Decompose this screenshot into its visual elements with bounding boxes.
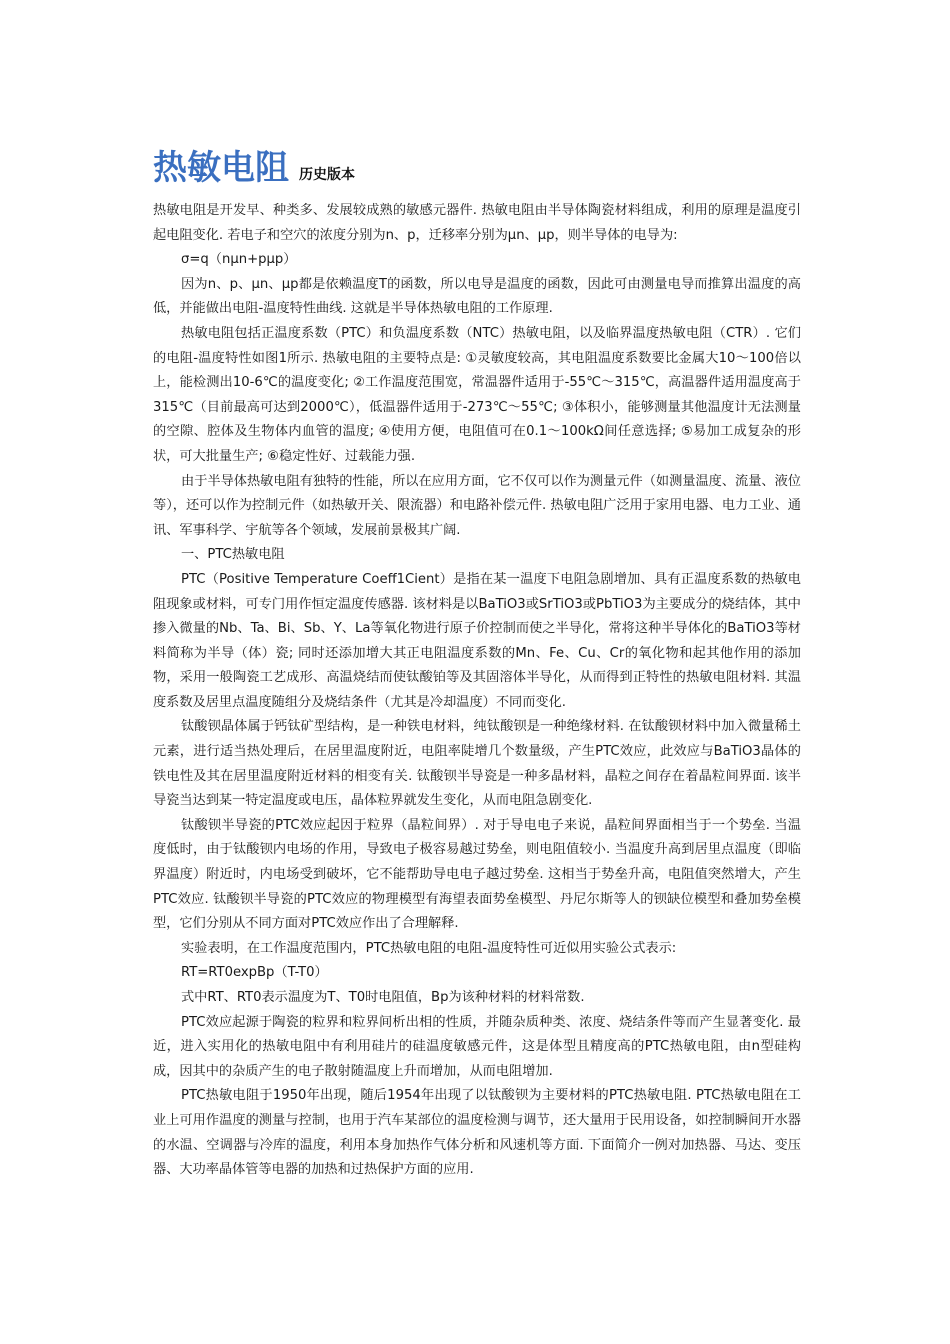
formula: RT=RT0expBp（T-T0） (181, 965, 328, 981)
section-heading: 一、PTC热敏电阻 (181, 547, 285, 563)
document-body (153, 140, 801, 1183)
paragraph: 因为n、p、μn、μp都是依赖温度T的函数，所以电导是温度的函数，因此可由测量电导而推算出温度的高低，并能做出电阻-温度特性曲线. 这就是半导体热敏电阻的工作原理. (153, 276, 801, 317)
paragraph: PTC（Positive Temperature Coeff1Cient）是指在某一温度下电阻急剧增加、具有正温度系数的热敏电阻现象或材料，可专门用作恒定温度传感器. 该材料是以BaTiO3或SrTiO3或PbTiO3为主要成分的烧结体，其中掺入微量的Nb、Ta、Bi、Sb、Y、La等氧化物进行原子价控制而使之半导化，常将这种半导体化的BaTiO3等材料简称为半导（体）瓷; 同时还添加增大其正电阻温度系数的Mn、Fe、Cu、Cr的氧化物和起其他作用的添加物，采用一般陶瓷工艺成形、高温烧结而使钛酸铂等及其固溶体半导化，从而得到正特性的热敏电阻材料. 其温度系数及居里点温度随组分及烧结条件（尤其是冷却温度）不同而变化. (153, 571, 801, 710)
paragraph: 钛酸钡晶体属于钙钛矿型结构，是一种铁电材料，纯钛酸钡是一种绝缘材料. 在钛酸钡材料中加入微量稀土元素，进行适当热处理后，在居里温度附近，电阻率陡增几个数量级，产生PTC效应，此效应与BaTiO3晶体的铁电性及其在居里温度附近材料的相变有关. 钛酸钡半导瓷是一种多晶材料，晶粒之间存在着晶粒间界面. 该半导瓷当达到某一特定温度或电压，晶体粒界就发生变化，从而电阻急剧变化. (153, 719, 801, 809)
paragraph: 热敏电阻是开发早、种类多、发展较成熟的敏感元器件. 热敏电阻由半导体陶瓷材料组成，利用的原理是温度引起电阻变化. 若电子和空穴的浓度分别为n、p，迁移率分别为μn、μp，则半导体的电导为: (153, 203, 801, 243)
paragraph: σ=q（nμn+pμp） (181, 252, 297, 268)
paragraph: 由于半导体热敏电阻有独特的性能，所以在应用方面，它不仅可以作为测量元件（如测量温度、流量、液位等），还可以作为控制元件（如热敏开关、限流器）和电路补偿元件. 热敏电阻广泛用于家用电器、电力工业、通讯、军事科学、宇航等各个领域，发展前景极其广阔. (153, 473, 801, 538)
paragraph: PTC热敏电阻于1950年出现，随后1954年出现了以钛酸钡为主要材料的PTC热敏电阻. PTC热敏电阻在工业上可用作温度的测量与控制，也用于汽车某部位的温度检测与调节，还大量用于民用设备，如控制瞬间开水器的水温、空调器与冷库的温度，利用本身加热作气体分析和风速机等方面. 下面简介一例对加热器、马达、变压器、大功率晶体管等电器的加热和过热保护方面的应用. (153, 1088, 801, 1178)
page-title: 热敏电阻 (153, 148, 289, 188)
paragraph: 热敏电阻包括正温度系数（PTC）和负温度系数（NTC）热敏电阻，以及临界温度热敏电阻（CTR）. 它们的电阻-温度特性如图1所示. 热敏电阻的主要特点是: ①灵敏度较高，其电阻温度系数要比金属大10～100倍以上，能检测出10-6℃的温度变化; ②工作温度范围宽，常温器件适用于-55℃～315℃，高温器件适用温度高于315℃（目前最高可达到2000℃），低温器件适用于-273℃～55℃; ③体积小，能够测量其他温度计无法测量的空隙、腔体及生物体内血管的温度; ④使用方便，电阻值可在0.1～100kΩ间任意选择; ⑤易加工成复杂的形状，可大批量生产; ⑥稳定性好、过载能力强. (153, 325, 801, 464)
paragraph: 实验表明，在工作温度范围内，PTC热敏电阻的电阻-温度特性可近似用实验公式表示: (181, 940, 677, 956)
history-version-label: 历史版本 (299, 167, 355, 183)
title-row (153, 140, 801, 189)
paragraph: 式中RT、RT0表示温度为T、T0时电阻值，Bp为该种材料的材料常数. (181, 990, 585, 1005)
paragraph: 钛酸钡半导瓷的PTC效应起因于粒界（晶粒间界）. 对于导电电子来说，晶粒间界面相当于一个势垒. 当温度低时，由于钛酸钡内电场的作用，导致电子极容易越过势垒，则电阻值较小. 当温度升高到居里点温度（即临界温度）附近时，内电场受到破坏，它不能帮助导电电子越过势垒. 这相当于势垒升高，电阻值突然增大，产生PTC效应. 钛酸钡半导瓷的PTC效应的物理模型有海望表面势垒模型、丹尼尔斯等人的钡缺位模型和叠加势垒模型，它们分别从不同方面对PTC效应作出了合理解释. (153, 817, 801, 932)
paragraph: PTC效应起源于陶瓷的粒界和粒界间析出相的性质，并随杂质种类、浓度、烧结条件等而产生显著变化. 最近，进入实用化的热敏电阻中有利用硅片的硅温度敏感元件，这是体型且精度高的PTC热敏电阻，由n型硅构成，因其中的杂质产生的电子散射随温度上升而增加，从而电阻增加. (153, 1014, 801, 1079)
paragraph-list (153, 199, 801, 1183)
